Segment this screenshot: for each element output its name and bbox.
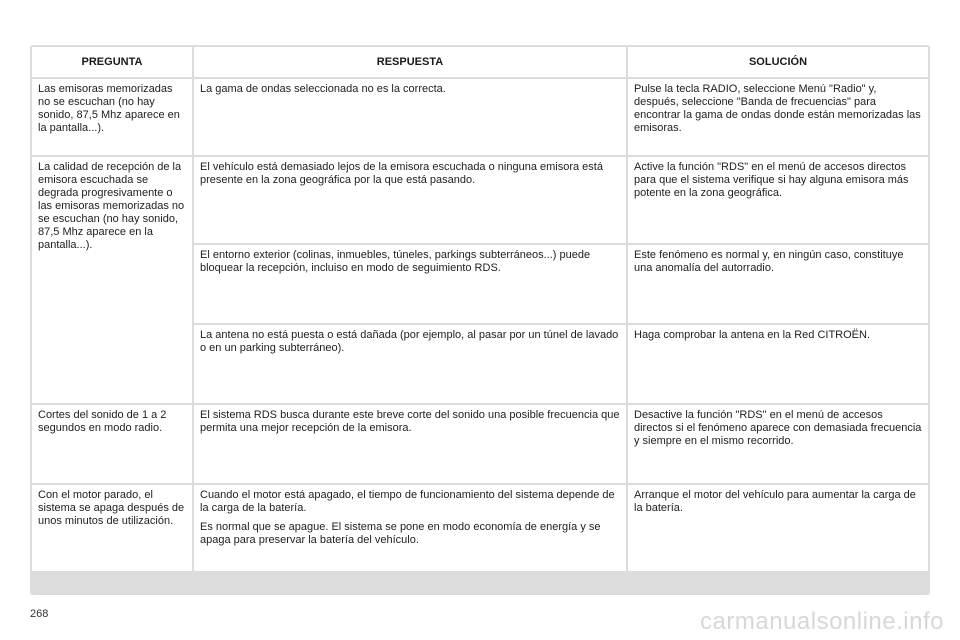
faq-table (30, 45, 930, 573)
solution-cell: Arranque el motor del vehículo para aumentar la carga de la batería. (628, 485, 928, 571)
question-cell: Con el motor parado, el sistema se apaga después de unos minutos de utilización. (32, 485, 192, 571)
answer-cell: La antena no está puesta o está dañada (por ejemplo, al pasar por un túnel de lavado o en un parking subterráneo). (194, 325, 626, 403)
answer-cell (194, 485, 626, 571)
answer-cell: El entorno exterior (colinas, inmuebles, túneles, parkings subterráneos...) puede bloquear la recepción, incluiso en modo de seguimiento RDS. (194, 245, 626, 323)
answer-cell: El vehículo está demasiado lejos de la emisora escuchada o ninguna emisora está presente en la zona geográfica por la que está pasando. (194, 157, 626, 243)
watermark-text: carmanualsonline.info (700, 608, 944, 635)
question-cell: La calidad de recepción de la emisora escuchada se degrada progresivamente o las emisoras memorizadas no se escuchan (no hay sonido, 87,5 Mhz aparece en la pantalla...). (32, 157, 192, 403)
table-row (32, 79, 928, 155)
header-respuesta: RESPUESTA (194, 47, 626, 77)
answer-cell: El sistema RDS busca durante este breve corte del sonido una posible frecuencia que permita una mejor recepción de la emisora. (194, 405, 626, 483)
table-row (32, 405, 928, 483)
table-header-row (32, 47, 928, 77)
table-row (32, 157, 928, 243)
solution-cell: Haga comprobar la antena en la Red CITROËN. (628, 325, 928, 403)
solution-cell: Pulse la tecla RADIO, seleccione Menú "Radio" y, después, seleccione "Banda de frecuencias" para encontrar la gama de ondas donde están memorizadas las emisoras. (628, 79, 928, 155)
header-solucion: SOLUCIÓN (628, 47, 928, 77)
answer-paragraph: Es normal que se apague. El sistema se pone en modo economía de energía y se apaga para preservar la batería del vehículo. (200, 521, 601, 546)
faq-table-panel (30, 45, 930, 595)
table-row (32, 485, 928, 571)
solution-cell: Active la función "RDS" en el menú de accesos directos para que el sistema verifique si hay alguna emisora más potente en la zona geográfica. (628, 157, 928, 243)
question-cell: Las emisoras memorizadas no se escuchan (no hay sonido, 87,5 Mhz aparece en la pantalla...). (32, 79, 192, 155)
solution-cell: Desactive la función "RDS" en el menú de accesos directos si el fenómeno aparece con demasiada frecuencia y siempre en el mismo recorrido. (628, 405, 928, 483)
page-number: 268 (30, 608, 49, 620)
answer-cell: La gama de ondas seleccionada no es la correcta. (194, 79, 626, 155)
header-pregunta: PREGUNTA (32, 47, 192, 77)
answer-paragraph: Cuando el motor está apagado, el tiempo de funcionamiento del sistema depende de la carga de la batería. (200, 489, 615, 514)
solution-cell: Este fenómeno es normal y, en ningún caso, constituye una anomalía del autorradio. (628, 245, 928, 323)
question-cell: Cortes del sonido de 1 a 2 segundos en modo radio. (32, 405, 192, 483)
